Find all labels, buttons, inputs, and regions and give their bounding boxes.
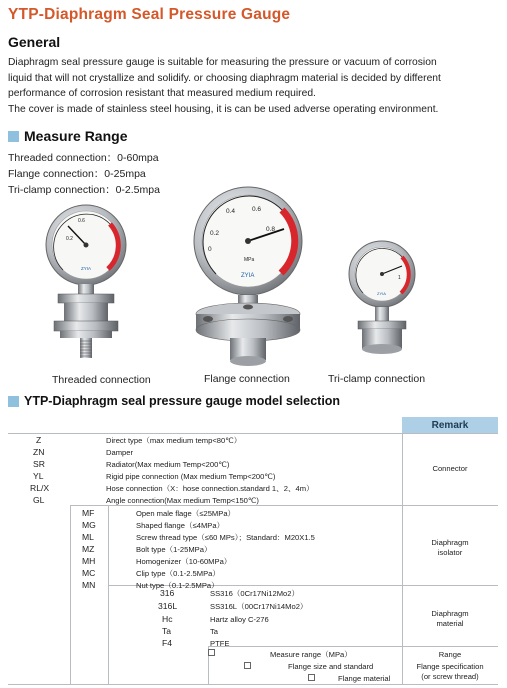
model-selection-heading xyxy=(8,394,340,408)
general-description xyxy=(8,55,504,117)
model-code: ML xyxy=(82,532,94,542)
caption-triclamp: Tri-clamp connection xyxy=(328,373,426,385)
model-selection-table xyxy=(8,417,498,685)
model-desc: SS316L（00Cr17Ni14Mo2） xyxy=(210,602,308,611)
table-divider xyxy=(70,505,498,506)
gauge-tick-label: 0.8 xyxy=(266,226,276,233)
flange-material-checkbox[interactable] xyxy=(308,674,315,681)
table-divider xyxy=(208,646,498,647)
general-line: performance of corrosion resistant that measured medium required. xyxy=(8,88,316,99)
model-desc: Angle connection(Max medium Temp<150℃) xyxy=(106,496,259,505)
model-desc: Ta xyxy=(210,627,219,636)
bottom-row-label: Flange size and standard xyxy=(288,662,374,671)
remark-header: Remark xyxy=(402,417,498,433)
model-desc: Radiator(Max medium Temp<200℃) xyxy=(106,460,230,469)
gauge-tick-label: 0.6 xyxy=(78,218,85,224)
gauge-brand: ZYIA xyxy=(377,291,386,296)
gauge-brand: ZYIA xyxy=(81,266,92,271)
page-title: YTP-Diaphragm Seal Pressure Gauge xyxy=(8,6,291,23)
model-desc: Screw thread type（≤60 MPs）；Standard：M20X1.5 xyxy=(136,533,315,542)
model-desc: Bolt type（1-25MPa） xyxy=(136,545,212,554)
table-divider xyxy=(108,585,109,684)
model-code: GL xyxy=(33,495,45,505)
model-code: ZN xyxy=(33,447,45,457)
gauge-tick-label: 0 xyxy=(208,246,212,253)
bottom-row-label: Measure range（MPa） xyxy=(270,650,352,659)
gauge-tick-label: 1 xyxy=(398,275,401,281)
model-code: RL/X xyxy=(30,483,50,493)
general-line: liquid that will not crystallize and solidify. or choosing diaphragm material is decided by different xyxy=(8,72,441,84)
model-code: MF xyxy=(82,508,95,518)
remark-diaphragm-material xyxy=(402,609,498,629)
gauge-tick-label: 0.4 xyxy=(226,208,236,215)
remark-line: Diaphragm xyxy=(431,609,469,618)
table-divider xyxy=(70,505,71,684)
flange-gauge-image xyxy=(186,183,311,371)
model-desc: SS316（0Cr17Ni12Mo2） xyxy=(210,589,300,598)
gauge-tick-label: 0.2 xyxy=(66,236,73,242)
model-code: Hc xyxy=(162,614,173,624)
model-desc: Rigid pipe connection (Max medium Temp<200℃) xyxy=(106,472,276,481)
remark-line: Diaphragm xyxy=(431,538,469,547)
model-desc: Clip type（0.1-2.5MPa） xyxy=(136,569,220,578)
model-code: 316L xyxy=(158,601,178,611)
model-code: Z xyxy=(36,435,42,445)
gauge-brand: ZYIA xyxy=(241,273,255,279)
general-line: The cover is made of stainless steel housing, it is can be used adverse operating environment. xyxy=(8,103,439,115)
remark-screw-thread: (or screw thread) xyxy=(421,672,479,681)
measure-range-list xyxy=(8,150,160,198)
model-desc: Open male flage（≤25MPa） xyxy=(136,509,236,518)
range-flange: Flange connection：0-25mpa xyxy=(8,168,146,180)
remark-connector: Connector xyxy=(432,464,468,473)
model-code: Ta xyxy=(162,626,172,636)
table-divider xyxy=(8,433,498,434)
model-code: 316 xyxy=(160,588,175,598)
caption-flange: Flange connection xyxy=(204,373,290,385)
table-divider xyxy=(108,505,109,585)
model-desc: Direct type（max medium temp<80℃） xyxy=(106,436,242,445)
measure-range-heading xyxy=(8,128,127,144)
range-triclamp: Tri-clamp connection：0-2.5mpa xyxy=(8,184,160,196)
model-code: MG xyxy=(82,520,96,530)
threaded-gauge-image xyxy=(38,200,134,370)
flange-size-checkbox[interactable] xyxy=(244,662,251,669)
model-desc: Hose connection（X：hose connection.standard 1、2、4m） xyxy=(106,484,314,493)
model-code: MC xyxy=(82,568,96,578)
model-code: F4 xyxy=(162,638,173,648)
model-code: YL xyxy=(33,471,44,481)
model-code: MN xyxy=(82,580,96,590)
remark-diaphragm-isolator xyxy=(402,538,498,558)
bottom-row-label: Flange material xyxy=(338,674,391,683)
remark-range: Range xyxy=(438,650,462,659)
model-desc: PTFE xyxy=(210,639,230,648)
measure-range-heading-text: Measure Range xyxy=(24,128,128,144)
general-line: Diaphragm seal pressure gauge is suitable for measuring the pressure or vacuum of corrosion xyxy=(8,57,437,68)
model-desc: Nut type（0.1-2.5MPa） xyxy=(136,581,219,590)
model-desc: Hartz alloy C-276 xyxy=(210,615,269,624)
model-selection-heading-text: YTP-Diaphragm seal pressure gauge model selection xyxy=(24,394,341,408)
general-heading: General xyxy=(8,34,61,50)
triclamp-gauge-image xyxy=(342,238,422,370)
table-divider xyxy=(8,684,498,685)
gauge-tick-label: 0.2 xyxy=(210,230,220,237)
model-code: MH xyxy=(82,556,96,566)
gauge-unit: MPa xyxy=(244,257,255,263)
caption-threaded: Threaded connection xyxy=(52,374,151,386)
model-desc: Damper xyxy=(106,448,134,457)
model-desc: Shaped flange（≤4MPa） xyxy=(136,521,225,530)
range-threaded: Threaded connection：0-60mpa xyxy=(8,152,159,164)
section-marker-icon xyxy=(8,396,19,407)
remark-line: isolator xyxy=(437,548,463,557)
remark-flange-spec: Flange specification xyxy=(416,662,484,671)
model-desc: Homogenizer（10-60MPa） xyxy=(136,557,232,566)
gauge-tick-label: 0.6 xyxy=(252,206,262,213)
model-code: SR xyxy=(33,459,45,469)
measure-range-checkbox[interactable] xyxy=(208,649,215,656)
section-marker-icon xyxy=(8,131,19,142)
model-code: MZ xyxy=(82,544,95,554)
remark-line: material xyxy=(436,619,464,628)
